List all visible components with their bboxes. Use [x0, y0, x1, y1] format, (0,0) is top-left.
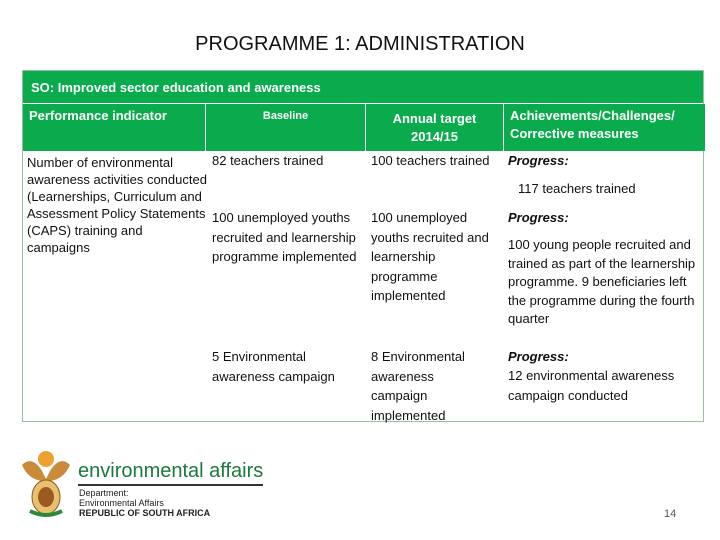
row2-progress-label: Progress:	[508, 210, 569, 225]
slide-title: PROGRAMME 1: ADMINISTRATION	[195, 33, 525, 55]
row2-baseline: 100 unemployed youths recruited and learnership programme implemented	[212, 210, 357, 264]
coat-of-arms-logo	[18, 445, 74, 517]
programme-table	[22, 70, 704, 422]
row3-target: 8 Environmental awareness campaign implemented	[371, 349, 465, 423]
row1-baseline: 82 teachers trained	[212, 153, 324, 168]
row3-baseline: 5 Environmental awareness campaign	[212, 349, 335, 384]
header-achievements: Achievements/Challenges/ Corrective measures	[504, 104, 705, 151]
row2-progress: 100 young people recruited and trained as part of the learnership programme. 9 beneficiaries left the programme during the fourth quarter	[508, 237, 696, 326]
row2-target: 100 unemployed youths recruited and learnership programme implemented	[371, 210, 489, 303]
row1-progress: 117 teachers trained	[518, 181, 636, 196]
row1-target: 100 teachers trained	[371, 153, 490, 168]
header-annual-target: Annual target 2014/15	[366, 104, 504, 151]
indicator-cell: Number of environmental awareness activities conducted (Learnerships, Curriculum and Assessment Policy Statements (CAPS) training and campaigns	[27, 155, 207, 255]
page-number: 14	[664, 508, 677, 520]
row3-progress: 12 environmental awareness campaign conducted	[508, 368, 675, 403]
header-performance-indicator: Performance indicator	[23, 104, 206, 151]
dept-line-2: Environmental Affairs	[79, 498, 164, 508]
row3-progress-label: Progress:	[508, 349, 569, 364]
dept-line-3: REPUBLIC OF SOUTH AFRICA	[79, 508, 211, 518]
row1-progress-label: Progress:	[508, 153, 569, 168]
dept-line-1: Department:	[79, 488, 129, 498]
brand-name: environmental affairs	[78, 460, 263, 486]
department-text	[79, 488, 210, 518]
strategic-objective-row: SO: Improved sector education and awareness	[23, 71, 703, 104]
header-baseline: Baseline	[206, 104, 366, 151]
